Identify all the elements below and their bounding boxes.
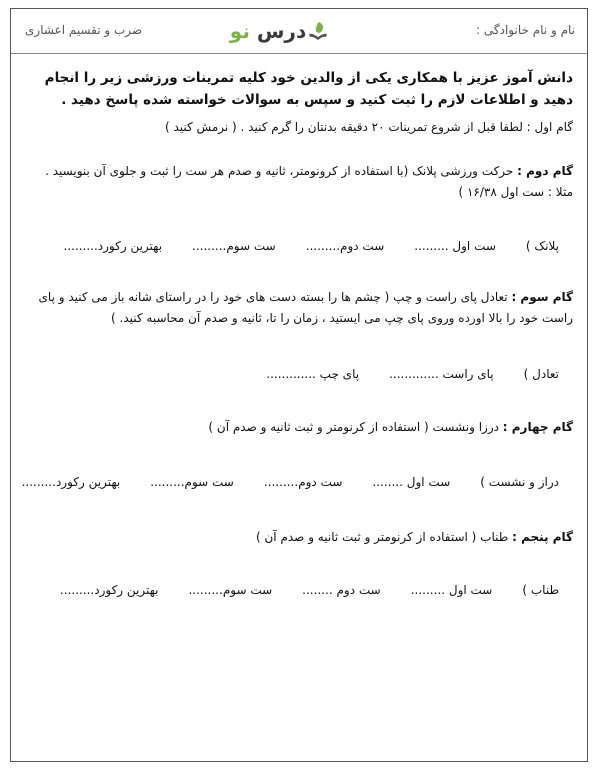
logo <box>223 17 341 45</box>
best-record-field[interactable]: بهترین رکورد......... <box>21 475 121 489</box>
set-2-field[interactable]: ست دوم......... <box>263 475 343 489</box>
student-name-label: نام و نام خانوادگی : <box>476 23 575 37</box>
step-5 <box>28 527 573 548</box>
step-2-record-row <box>29 239 559 253</box>
step-5-record-row <box>29 583 559 597</box>
right-foot-field[interactable]: پای راست ............. <box>389 367 494 381</box>
step-3-record-row <box>29 367 559 381</box>
step-3 <box>28 287 573 329</box>
worksheet-page <box>10 8 588 762</box>
left-foot-field[interactable]: پای چپ ............. <box>266 367 360 381</box>
step-2 <box>28 161 573 203</box>
step-4-record-row <box>21 475 559 489</box>
row-label: تعادل ) <box>523 367 559 381</box>
intro-paragraph: دانش آموز عزیز با همکاری یکی از والدین خود کلیه تمرینات ورزشی زیر را انجام دهید و اطلاعات لازم را ثبت کنید و سپس به سوالات خواسته شده پاسخ دهید . <box>44 70 573 108</box>
set-1-field[interactable]: ست اول ......... <box>410 583 493 597</box>
step-4-text: درزا ونشست ( استفاده از کرنومتر و ثبت ثانیه و صدم آن ) <box>208 420 503 434</box>
step-2-title: گام دوم : <box>517 164 573 178</box>
set-3-field[interactable]: ست سوم......... <box>150 475 234 489</box>
leaf-hands-icon <box>306 19 330 43</box>
logo-text <box>230 19 306 43</box>
step-4-title: گام چهارم : <box>502 420 573 434</box>
lesson-topic: ضرب و تقسیم اعشاری <box>25 23 143 37</box>
row-label: پلانک ) <box>525 239 559 253</box>
step-4 <box>28 417 573 438</box>
set-1-field[interactable]: ست اول ......... <box>414 239 496 253</box>
best-record-field[interactable]: بهترین رکورد......... <box>59 583 159 597</box>
logo-word-2: نو <box>229 19 250 43</box>
set-2-field[interactable]: ست دوم......... <box>305 239 385 253</box>
set-3-field[interactable]: ست سوم......... <box>188 583 273 597</box>
step-5-text: طناب ( استفاده از کرنومتر و ثبت ثانیه و صدم آن ) <box>256 530 513 544</box>
best-record-field[interactable]: بهترین رکورد......... <box>63 239 163 253</box>
set-2-field[interactable]: ست دوم ........ <box>302 583 381 597</box>
logo-word-1: درس <box>256 19 307 43</box>
row-label: دراز و نشست ) <box>480 475 559 489</box>
step-2-text: حرکت ورزشی پلانک (با استفاده از کرونومتر، ثانیه و صدم هر ست را ثبت و جلوی آن بنویسید . مثلا : ست اول ۱۶/۳۸ ) <box>45 164 573 199</box>
set-1-field[interactable]: ست اول ........ <box>372 475 451 489</box>
row-label: طناب ) <box>522 583 559 597</box>
step-1: گام اول : لطفا قبل از شروع تمرینات ۲۰ دقیقه بدنتان را گرم کنید . ( نرمش کنید ) <box>164 120 573 134</box>
worksheet-header <box>11 9 587 54</box>
step-5-title: گام پنجم : <box>512 530 573 544</box>
set-3-field[interactable]: ست سوم......... <box>192 239 276 253</box>
step-3-text: تعادل پای راست و چپ ( چشم ها را بسته دست های خود را در راستای شانه باز می کنید و پای راست خود را بالا اورده وروی پای چپ می ایستید ، زمان را تا، ثانیه و صدم آن محاسبه کنید. ) <box>38 290 573 325</box>
step-3-title: گام سوم : <box>511 290 573 304</box>
